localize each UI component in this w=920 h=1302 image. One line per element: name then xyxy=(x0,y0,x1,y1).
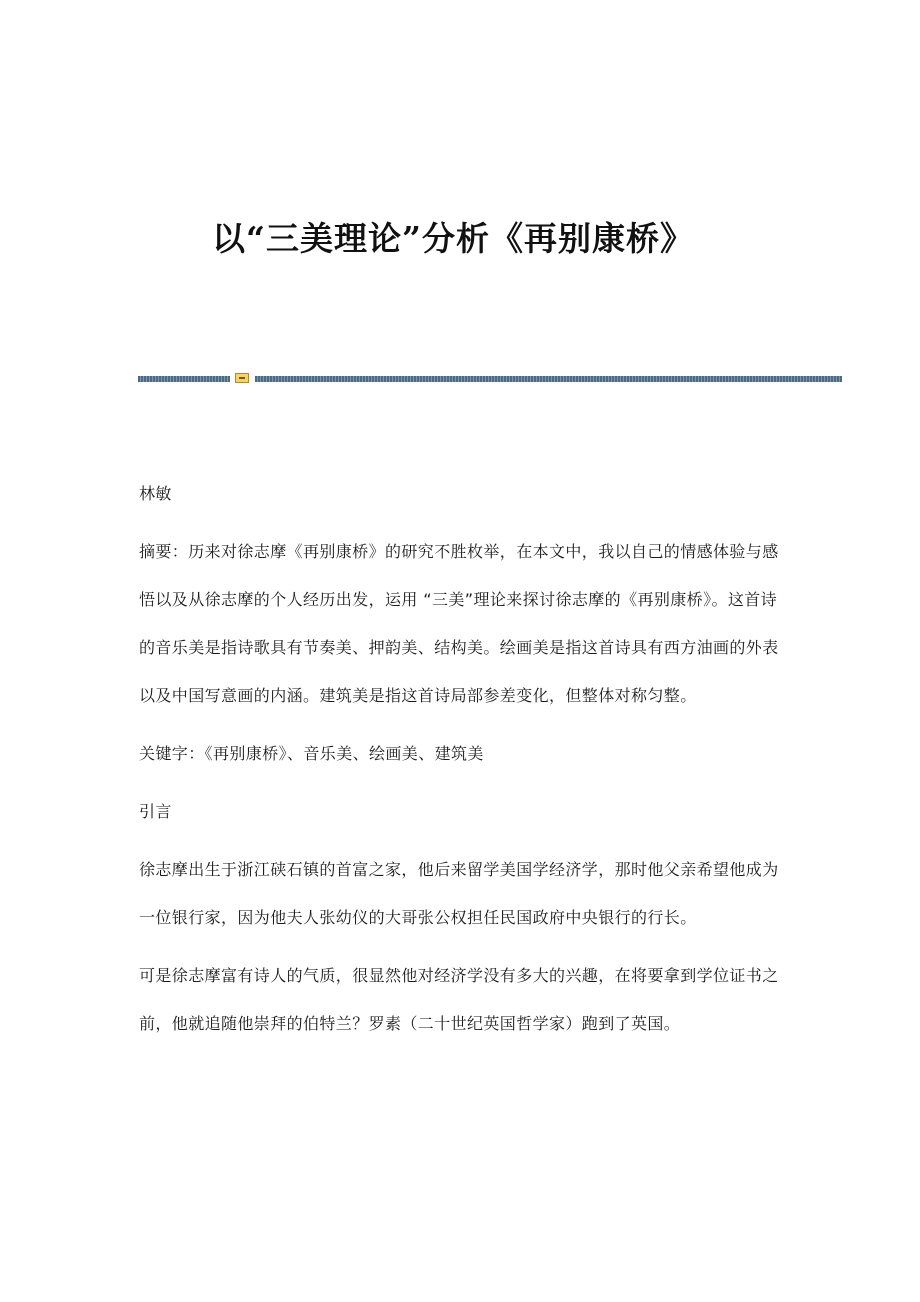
author-name: 林敏 xyxy=(139,484,172,503)
keywords-line: 关键字：《再别康桥》、音乐美、绘画美、建筑美 xyxy=(139,744,484,763)
abstract-paragraph: 摘要：历来对徐志摩《再别康桥》的研究不胜枚举，在本文中，我以自己的情感体验与感悟以及从徐志摩的个人经历出发，运用 “三美”理论来探讨徐志摩的《再别康桥》。这首诗的音乐美是指诗歌具有节奏美、押韵美、结构美。绘画美是指这首诗具有西方油画的外表以及中国写意画的内涵。建筑美是指这首诗局部参差变化，但整体对称匀整。 xyxy=(139,542,779,705)
body-paragraph-2: 可是徐志摩富有诗人的气质，很显然他对经济学没有多大的兴趣，在将要拿到学位证书之前，他就追随他崇拜的伯特兰？罗素（二十世纪英国哲学家）跑到了英国。 xyxy=(139,966,779,1033)
document-title: 以“三美理论”分析《再别康桥》 xyxy=(212,219,694,258)
body-paragraph-1: 徐志摩出生于浙江硖石镇的首富之家，他后来留学美国学经济学，那时他父亲希望他成为一位银行家，因为他夫人张幼仪的大哥张公权担任民国政府中央银行的行长。 xyxy=(139,860,779,927)
divider-bar-right xyxy=(255,376,842,382)
divider-ornament-icon xyxy=(235,373,249,383)
section-heading: 引言 xyxy=(139,802,172,821)
document-body xyxy=(139,470,779,1048)
title-divider xyxy=(138,371,842,385)
divider-bar-left xyxy=(138,376,230,382)
